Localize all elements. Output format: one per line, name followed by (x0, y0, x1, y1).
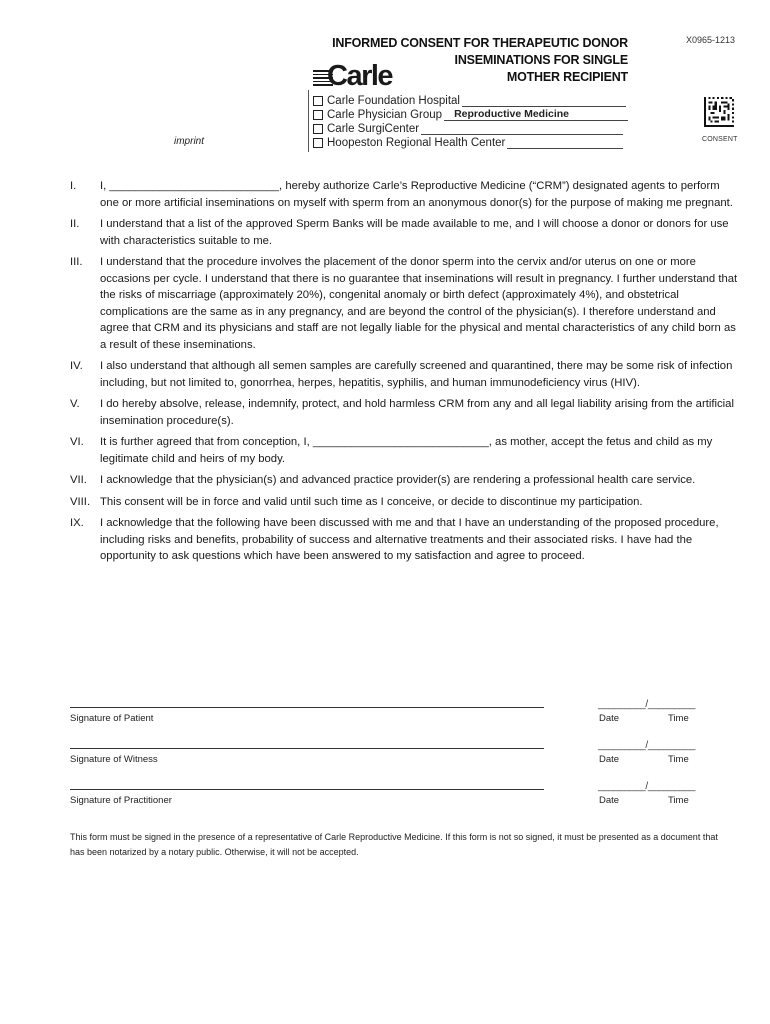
item-number: I. (70, 180, 77, 192)
facility-item (313, 136, 628, 150)
consent-item (70, 396, 740, 429)
barcode-label: CONSENT (702, 136, 738, 143)
consent-items (70, 178, 740, 570)
facility-checkbox[interactable] (313, 110, 323, 120)
facility-item (313, 108, 628, 122)
item-text: I understand that a list of the approved Sperm Banks will be made available to me, and I will choose a donor or donors for use with characteristics suitable to me. (100, 218, 729, 247)
item-number: II. (70, 218, 80, 230)
divider (308, 90, 309, 152)
facility-list (313, 94, 628, 150)
signature-label: Signature of Witness (70, 754, 158, 765)
signature-row-witness (70, 740, 730, 770)
item-number: VII. (70, 474, 87, 486)
facility-label: Carle SurgiCenter (327, 123, 420, 135)
signature-line[interactable] (70, 707, 544, 708)
item-number: VI. (70, 436, 84, 448)
facility-checkbox[interactable] (313, 138, 323, 148)
date-time-field[interactable]: _________/_________ (598, 781, 696, 792)
signature-label: Signature of Practitioner (70, 795, 172, 806)
consent-item (70, 472, 740, 489)
date-label: Date (599, 713, 620, 724)
consent-item (70, 178, 740, 211)
form-code: X0965-1213 (686, 35, 736, 45)
consent-item (70, 216, 740, 249)
date-time-field[interactable]: _________/_________ (598, 740, 696, 751)
item-text: I also understand that although all semen samples are carefully screened and quarantined, there may be some risk of infection including, but not limited to, gonorrhea, herpes, hepatitis, syphilis, and human immunodeficiency virus (HIV). (100, 360, 733, 389)
signature-row-patient (70, 699, 730, 729)
facility-field[interactable] (507, 138, 623, 149)
facility-field[interactable] (444, 107, 628, 121)
facility-label: Hoopeston Regional Health Center (327, 137, 506, 149)
facility-value: Reproductive Medicine (454, 107, 570, 120)
signature-line[interactable] (70, 789, 544, 790)
consent-item (70, 358, 740, 391)
facility-label: Carle Foundation Hospital (327, 95, 460, 107)
facility-field[interactable] (462, 96, 626, 107)
item-number: V. (70, 398, 80, 410)
item-number: IV. (70, 360, 83, 372)
footer-note: This form must be signed in the presence of a representative of Carle Reproductive Medicine. If this form is not so signed, it must be presented as a document that has been notarized by a notary public. Otherwise, it will not be accepted. (70, 832, 718, 857)
item-text: I understand that the procedure involves the placement of the donor sperm into the cervix and/or uterus on one or more occasions per cycle. I understand that there is no guarantee that inseminations will result in pregnancy. I further understand that the risks of miscarriage (approximately 20%), congenital anomaly or birth defect (approximately 4%), and obstetrical complications are the same as in any pregnancy, and are beyond the control of the physician(s). I therefore understand and agree that CRM and its physicians and staff are not legally liable for the physical and mental characteristics of any child born as a result of these inseminations. (100, 256, 738, 351)
time-label: Time (668, 795, 689, 806)
datamatrix-barcode-icon (704, 97, 734, 127)
consent-item (70, 515, 740, 565)
item-number: III. (70, 256, 83, 268)
title-line: INSEMINATIONS FOR SINGLE (454, 53, 628, 67)
signature-label: Signature of Patient (70, 713, 154, 724)
time-label: Time (668, 713, 689, 724)
signature-line[interactable] (70, 748, 544, 749)
facility-field[interactable] (421, 124, 623, 135)
title-line: INFORMED CONSENT FOR THERAPEUTIC DONOR (332, 36, 628, 50)
facility-checkbox[interactable] (313, 124, 323, 134)
facility-item (313, 122, 628, 136)
item-text: It is further agreed that from conception, I, ____________________________, as mother, accept the fetus and child as my legitimate child and heirs of my body. (100, 436, 713, 465)
item-text: This consent will be in force and valid until such time as I conceive, or decide to discontinue my participation. (100, 495, 643, 508)
item-number: IX. (70, 517, 84, 529)
item-text: I acknowledge that the physician(s) and advanced practice provider(s) are rendering a professional health care service. (100, 474, 696, 486)
date-label: Date (599, 795, 620, 806)
item-number: VIII. (70, 495, 91, 508)
logo-text: Carle (327, 60, 393, 92)
item-text: I, ___________________________, hereby authorize Carle’s Reproductive Medicine (“CRM”) designated agents to perform one or more artificial inseminations on myself with sperm from an anonymous donor(s) for the purpose of making me pregnant. (100, 180, 733, 209)
facility-checkbox[interactable] (313, 96, 323, 106)
signature-row-practitioner (70, 781, 730, 811)
title-line: MOTHER RECIPIENT (506, 70, 628, 84)
facility-label: Carle Physician Group (327, 109, 443, 121)
carle-logo (313, 60, 413, 94)
date-time-field[interactable]: _________/_________ (598, 699, 696, 710)
date-label: Date (599, 754, 620, 765)
imprint-label: imprint (174, 136, 205, 147)
consent-item (70, 254, 740, 353)
item-text: I acknowledge that the following have been discussed with me and that I have an understanding of the proposed procedure, including risks and benefits, probability of success and alternative treatments and their associated risks. I have had the opportunity to ask questions which have been answered to my satisfaction and agree to proceed. (100, 517, 719, 562)
consent-item (70, 494, 740, 511)
consent-item (70, 434, 740, 467)
time-label: Time (668, 754, 689, 765)
item-text: I do hereby absolve, release, indemnify, protect, and hold harmless CRM from any and all legal liability arising from the artificial insemination procedure(s). (100, 398, 734, 427)
